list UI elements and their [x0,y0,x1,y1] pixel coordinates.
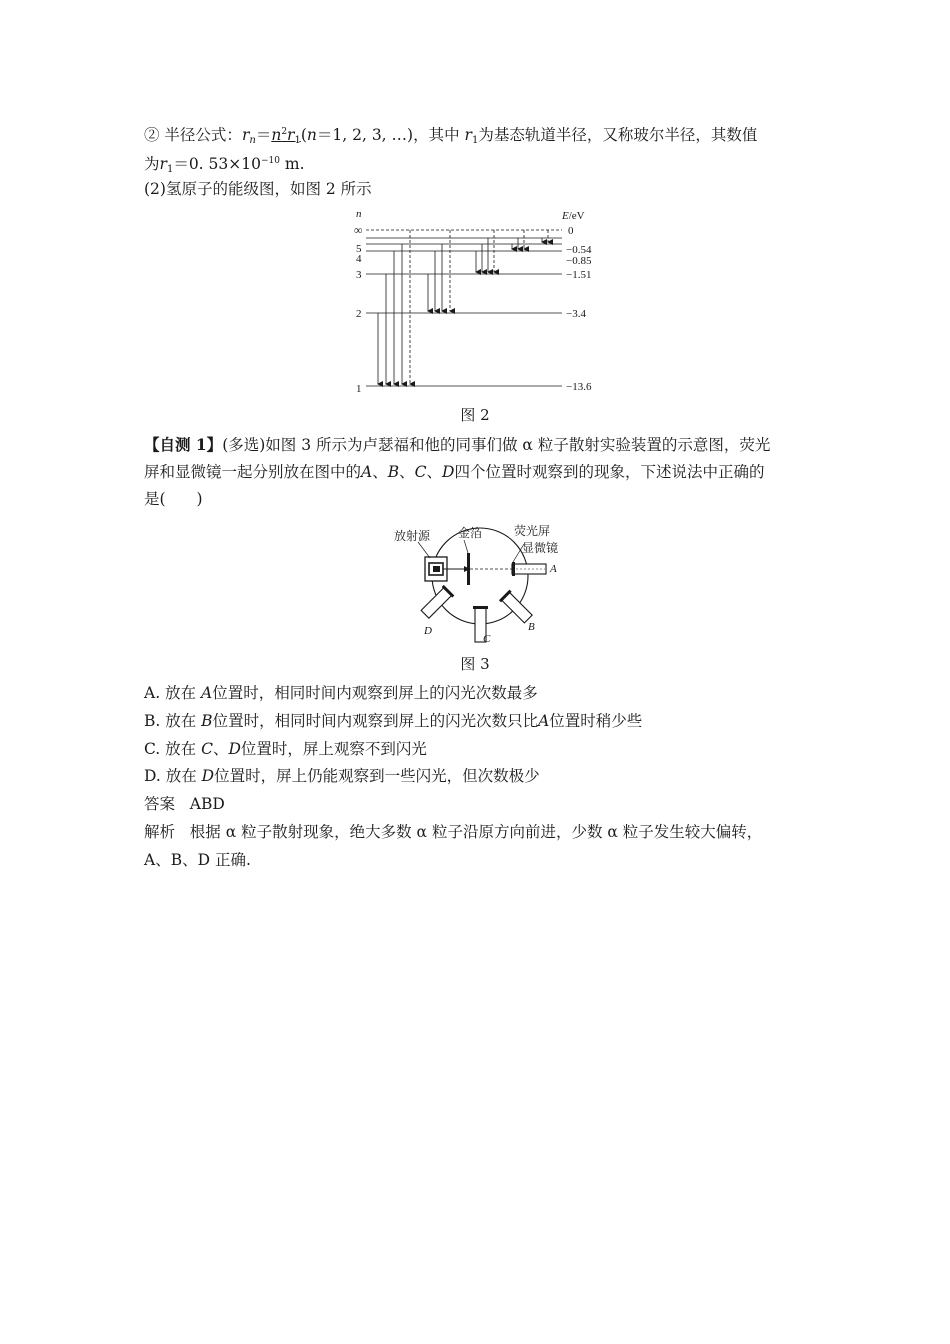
energy-label-inf: 0 [568,225,574,237]
radius-description: 为基态轨道半径，又称玻尔半径，其数值 [478,126,758,144]
radius-value-line [144,151,305,180]
energy-label-2: −3.4 [566,308,586,320]
option-d-pos: D [201,767,215,785]
energy-label-4: −0.85 [566,255,592,267]
r1-symbol-b: r [464,126,472,144]
label-a: A [550,563,557,575]
analysis-label: 解析 [144,823,176,841]
microscope-d [420,585,455,620]
n-symbol: n [271,126,282,144]
foil-pointer [464,540,468,553]
option-b-pos: B [201,712,213,730]
n-label-2: 2 [356,308,362,320]
sep-3: 、 [426,463,443,481]
label-source: 放射源 [394,529,431,543]
option-b-prefix: B. 放在 [144,712,202,730]
figure3-caption: 图 3 [460,655,490,673]
option-c [144,739,427,759]
problem-text-2a: 屏和显微镜一起分别放在图中的 [144,463,362,481]
n-label-1: 1 [356,383,362,395]
n-label-5: 5 [356,243,362,255]
n-label-4: 4 [356,253,362,265]
radius-value-prefix: 为 [144,155,160,173]
equals-sign: ＝ [255,126,272,144]
sep-1: 、 [372,463,388,481]
n-squared-exp: 2 [281,127,288,137]
radius-formula-line [144,122,757,151]
problem-text-1: (多选)如图 3 所示为卢瑟福和他的同事们做 α 粒子散射实验装置的示意图，荧光 [222,436,771,454]
rn-subscript: n [249,135,256,146]
problem-line-2 [144,462,764,482]
option-c-sep: 、 [212,740,229,758]
radius-unit: m. [279,155,305,173]
label-screen: 荧光屏 [514,524,551,538]
r1-subscript: 1 [294,135,301,146]
n-variable: n [306,126,317,144]
n-axis-label: n [356,208,362,220]
option-b [144,711,642,731]
n2r1-expression [271,126,301,144]
answer-label: 答案 [144,795,176,813]
pos-a: A [361,463,373,481]
r1-symbol-c: r [159,155,167,173]
analysis-line-2: A、B、D 正确. [144,851,251,869]
figure2-caption: 图 2 [460,406,490,424]
label-microscope: 显微镜 [522,541,559,555]
lyman-transitions [378,230,410,384]
option-b-text: 位置时，相同时间内观察到屏上的闪光次数只比 [212,712,539,730]
option-d-prefix: D. 放在 [144,767,202,785]
pos-c: C [414,463,427,481]
rutherford-apparatus-diagram [388,520,578,648]
option-c-pos2: D [228,740,241,758]
label-c: C [483,633,491,645]
energy-level-diagram [340,204,620,400]
problem-text-2b: 四个位置时观察到的现象，下述说法中正确的 [454,463,765,481]
label-d: D [424,625,432,637]
r1-subscript-c: 1 [166,164,174,175]
answer-line [144,794,225,814]
problem-tag: 【自测 1】 [144,435,223,454]
r1-subscript-b: 1 [471,135,479,146]
option-a-pos: A [200,684,213,702]
pos-b: B [387,463,400,481]
source-core [433,566,440,572]
energy-label-3: −1.51 [566,269,592,281]
radius-value: ＝0. 53×10 [173,155,261,173]
problem-line-3: 是( ) [144,490,203,508]
analysis-line-1 [144,822,762,842]
microscope-b [499,590,534,625]
source-pointer [418,542,430,558]
option-b-text2: 位置时稍少些 [549,712,643,730]
radius-exponent: −10 [260,156,280,166]
rn-symbol: r [241,126,250,144]
pos-d: D [442,463,455,481]
answer-value: ABD [189,795,225,813]
pfund-transitions [542,230,548,242]
analysis-text-1: 根据 α 粒子散射现象，绝大多数 α 粒子沿原方向前进，少数 α 粒子发生较大偏转， [189,823,763,841]
ev-unit: /eV [568,210,585,222]
section-heading: (2)氢原子的能级图，如图 2 所示 [144,180,372,198]
option-a-prefix: A. 放在 [144,684,201,702]
option-d-text: 位置时，屏上仍能观察到一些闪光，但次数极少 [214,767,540,785]
gold-foil [467,553,470,585]
paren-open: ( [300,126,307,144]
r1-symbol: r [287,126,295,144]
option-c-prefix: C. 放在 [144,740,202,758]
n-label-3: 3 [356,269,362,281]
energy-label-5: −0.54 [566,244,592,256]
label-b: B [528,621,535,633]
problem-line-1 [144,435,770,455]
brackett-transitions [512,230,524,249]
option-a [144,683,538,703]
label-foil: 金箔 [458,526,483,540]
n-label-inf: ∞ [354,223,363,237]
energy-label-1: −13.6 [566,381,592,393]
energy-axis-label [561,210,585,222]
option-a-text: 位置时，相同时间内观察到屏上的闪光次数最多 [212,684,538,702]
option-b-pos2: A [538,712,550,730]
option-d [144,766,540,786]
radius-formula-prefix: ② 半径公式： [144,126,242,144]
sep-2: 、 [399,463,415,481]
balmer-transitions [428,230,450,311]
microscope-a [512,562,546,576]
e-symbol: E [562,210,569,222]
option-c-text: 位置时，屏上观察不到闪光 [240,740,427,758]
n-values: ＝1, 2, 3, …)，其中 [316,126,460,144]
option-c-pos: C [201,740,213,758]
